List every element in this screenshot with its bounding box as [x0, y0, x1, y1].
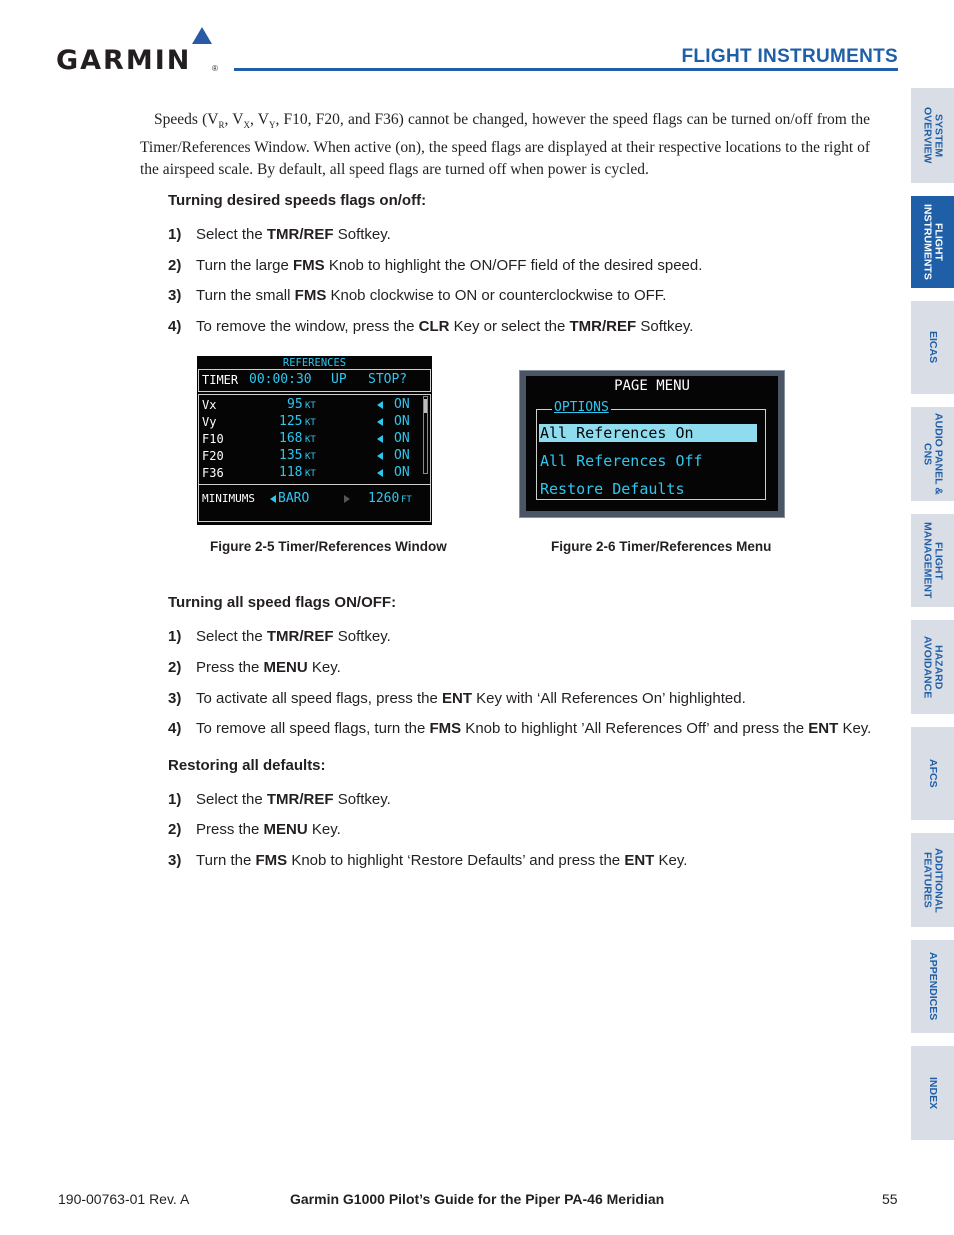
chevron-left-icon	[377, 418, 383, 426]
minimums-mode[interactable]: BARO	[278, 491, 310, 506]
tab-afcs[interactable]: AFCS	[911, 727, 954, 820]
list-item: 3) Turn the small FMS Knob clockwise to ON or counterclockwise to OFF.	[168, 287, 667, 304]
chevron-right-icon	[344, 495, 350, 503]
table-row: F10 168 KT ON	[202, 431, 410, 446]
minimums-value[interactable]: 1260	[368, 491, 400, 506]
scrollbar-thumb[interactable]	[424, 399, 427, 413]
garmin-triangle-icon	[192, 27, 212, 44]
timer-action[interactable]: STOP?	[368, 372, 408, 387]
intro-paragraph: Speeds ($V_R$, $V_X$, $V_Y$, F10, F20, and F36) cannot be changed, however the speed flags can be turned on/off from the Timer/References Window. When active (on), the speed flags are displayed at their respective locations to the right of the airspeed scale. By default, all speed flags are turned off when power is cycled.	[140, 111, 870, 179]
header-rule	[234, 68, 898, 71]
tab-appendices[interactable]: APPENDICES	[911, 940, 954, 1033]
menu-item-all-references-on[interactable]: All References On	[540, 424, 694, 442]
section-title: FLIGHT INSTRUMENTS	[681, 46, 898, 67]
table-row: Vx 95 KT ON	[202, 397, 410, 412]
tab-system-overview[interactable]: SYSTEM OVERVIEW	[911, 88, 954, 183]
timer-references-window	[197, 356, 432, 525]
section-heading: Turning desired speeds flags on/off:	[168, 192, 427, 209]
chevron-left-icon	[377, 452, 383, 460]
list-item: 1) Select the TMR/REF Softkey.	[168, 226, 391, 243]
section-heading: Restoring all defaults:	[168, 757, 326, 774]
timer-row	[198, 369, 431, 392]
timer-direction[interactable]: UP	[331, 372, 347, 387]
tab-additional-features[interactable]: ADDITIONAL FEATURES	[911, 833, 954, 927]
list-item: 4) To remove all speed flags, turn the FMS Knob to highlight ’All References Off’ and press the ENT Key.	[168, 720, 872, 737]
figure-caption: Figure 2-5 Timer/References Window	[210, 539, 447, 554]
registered-mark-icon: ®	[212, 64, 218, 73]
list-item: 1) Select the TMR/REF Softkey.	[168, 628, 391, 645]
list-item: 2) Press the MENU Key.	[168, 821, 341, 838]
menu-title: PAGE MENU	[614, 378, 690, 394]
window-title: REFERENCES	[282, 357, 347, 369]
logo-text: GARMIN	[56, 45, 192, 76]
tab-hazard-avoidance[interactable]: HAZARD AVOIDANCE	[911, 620, 954, 714]
tab-audio-panel-cns[interactable]: AUDIO PANEL & CNS	[911, 407, 954, 501]
chevron-left-icon	[270, 495, 276, 503]
tab-flight-management[interactable]: FLIGHT MANAGEMENT	[911, 514, 954, 607]
references-list	[198, 394, 431, 522]
menu-item-all-references-off[interactable]: All References Off	[540, 452, 703, 470]
tab-index[interactable]: INDEX	[911, 1046, 954, 1140]
table-row: F20 135 KT ON	[202, 448, 410, 463]
list-item: 1) Select the TMR/REF Softkey.	[168, 791, 391, 808]
tab-flight-instruments[interactable]: FLIGHT INSTRUMENTS	[911, 196, 954, 288]
section-heading: Turning all speed flags ON/OFF:	[168, 594, 397, 611]
menu-item-restore-defaults[interactable]: Restore Defaults	[540, 480, 685, 498]
guide-title: Garmin G1000 Pilot’s Guide for the Piper PA-46 Meridian	[290, 1191, 665, 1207]
table-row: Vy 125 KT ON	[202, 414, 410, 429]
chevron-left-icon	[377, 401, 383, 409]
page-number: 55	[882, 1191, 898, 1207]
list-item: 3) Turn the FMS Knob to highlight ‘Restore Defaults’ and press the ENT Key.	[168, 852, 688, 869]
minimums-row: MINIMUMS BARO 1260 FT	[202, 491, 412, 506]
options-label: OPTIONS	[554, 400, 609, 415]
doc-number: 190-00763-01 Rev. A	[58, 1191, 190, 1207]
list-item: 4) To remove the window, press the CLR Key or select the TMR/REF Softkey.	[168, 318, 694, 335]
chevron-left-icon	[377, 469, 383, 477]
garmin-logo	[56, 27, 221, 77]
list-item: 2) Press the MENU Key.	[168, 659, 341, 676]
figure-caption: Figure 2-6 Timer/References Menu	[551, 539, 772, 554]
table-row: F36 118 KT ON	[202, 465, 410, 480]
timer-value[interactable]: 00:00:30	[249, 372, 312, 387]
chevron-left-icon	[377, 435, 383, 443]
timer-label: TIMER	[202, 373, 239, 387]
scrollbar[interactable]	[423, 396, 428, 474]
list-item: 2) Turn the large FMS Knob to highlight the ON/OFF field of the desired speed.	[168, 257, 703, 274]
minimums-label: MINIMUMS	[202, 492, 255, 505]
tab-eicas[interactable]: EICAS	[911, 301, 954, 394]
divider	[199, 484, 430, 485]
list-item: 3) To activate all speed flags, press the ENT Key with ‘All References On’ highlighted.	[168, 690, 746, 707]
